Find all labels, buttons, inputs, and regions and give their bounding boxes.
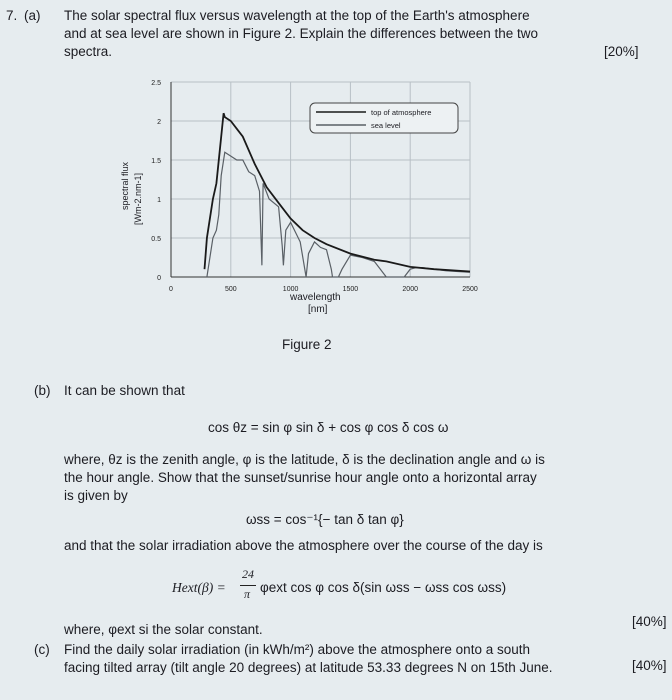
y-tick-label: 1 bbox=[157, 197, 161, 204]
equation-irradiation-lhs: Hext(β) = bbox=[172, 580, 226, 595]
spectral-flux-chart bbox=[0, 0, 672, 340]
part-a-marks: [20%] bbox=[604, 44, 639, 59]
y-tick-label: 0.5 bbox=[151, 236, 161, 243]
part-b-intro: It can be shown that bbox=[64, 383, 185, 398]
equation-sunset-angle: ωss = cos⁻¹{− tan δ tan φ} bbox=[246, 512, 404, 527]
part-a-label: (a) bbox=[24, 8, 41, 23]
y-tick-label: 2.5 bbox=[151, 80, 161, 87]
part-b-text-3: is given by bbox=[64, 488, 128, 503]
series-line-sea-level bbox=[207, 152, 470, 277]
y-axis-label: spectral flux bbox=[120, 161, 130, 210]
part-a-text-3: spectra. bbox=[64, 44, 113, 59]
part-b-text-1: where, θz is the zenith angle, φ is the latitude, δ is the declination angle and ω is bbox=[64, 452, 545, 467]
part-a-text-1: The solar spectral flux versus wavelength at the top of the Earth's atmosphere bbox=[64, 8, 530, 23]
x-axis-unit: [nm] bbox=[308, 304, 328, 315]
x-tick-label: 500 bbox=[224, 286, 237, 293]
part-a-text-2: and at sea level are shown in Figure 2. Explain the differences between the two bbox=[64, 26, 539, 41]
equation-irradiation-rhs: φext cos φ cos δ(sin ωss − ωss cos ωss) bbox=[260, 580, 507, 595]
legend-toa: top of atmosphere bbox=[371, 108, 432, 117]
x-axis-label: wavelength bbox=[290, 292, 341, 303]
part-c-marks: [40%] bbox=[632, 658, 667, 673]
part-c-text-2: facing tilted array (tilt angle 20 degrees) at latitude 53.33 degrees N on 15th June. bbox=[64, 660, 553, 675]
part-c-text-1: Find the daily solar irradiation (in kWh/m²) above the atmosphere onto a south bbox=[64, 642, 530, 657]
legend-sea-level: sea level bbox=[371, 121, 401, 130]
y-axis-unit: [Wm-2.nm-1] bbox=[133, 172, 143, 225]
series-line-top-of-atmosphere bbox=[205, 113, 471, 271]
x-tick-label: 0 bbox=[169, 286, 173, 293]
x-tick-label: 1500 bbox=[342, 286, 359, 293]
part-b-marks: [40%] bbox=[632, 614, 667, 629]
equation-zenith: cos θz = sin φ sin δ + cos φ cos δ cos ω bbox=[208, 420, 449, 435]
x-tick-label: 2500 bbox=[462, 286, 478, 293]
question-number: 7. bbox=[6, 8, 18, 23]
part-c-label: (c) bbox=[34, 642, 50, 657]
y-tick-label: 2 bbox=[157, 119, 161, 126]
part-b-text-5: where, φext si the solar constant. bbox=[64, 622, 263, 637]
y-tick-label: 0 bbox=[157, 275, 161, 282]
part-b-label: (b) bbox=[34, 383, 51, 398]
equation-fraction-num: 24 bbox=[242, 567, 254, 581]
fraction-bar bbox=[240, 585, 256, 586]
part-b-text-4: and that the solar irradiation above the atmosphere over the course of the day is bbox=[64, 538, 543, 553]
x-tick-label: 2000 bbox=[402, 286, 418, 293]
figure-caption: Figure 2 bbox=[282, 337, 332, 352]
part-b-text-2: the hour angle. Show that the sunset/sunrise hour angle onto a horizontal array bbox=[64, 470, 537, 485]
equation-fraction-den: π bbox=[244, 587, 251, 601]
x-tick-label: 1000 bbox=[282, 286, 299, 293]
y-tick-label: 1.5 bbox=[151, 158, 161, 165]
